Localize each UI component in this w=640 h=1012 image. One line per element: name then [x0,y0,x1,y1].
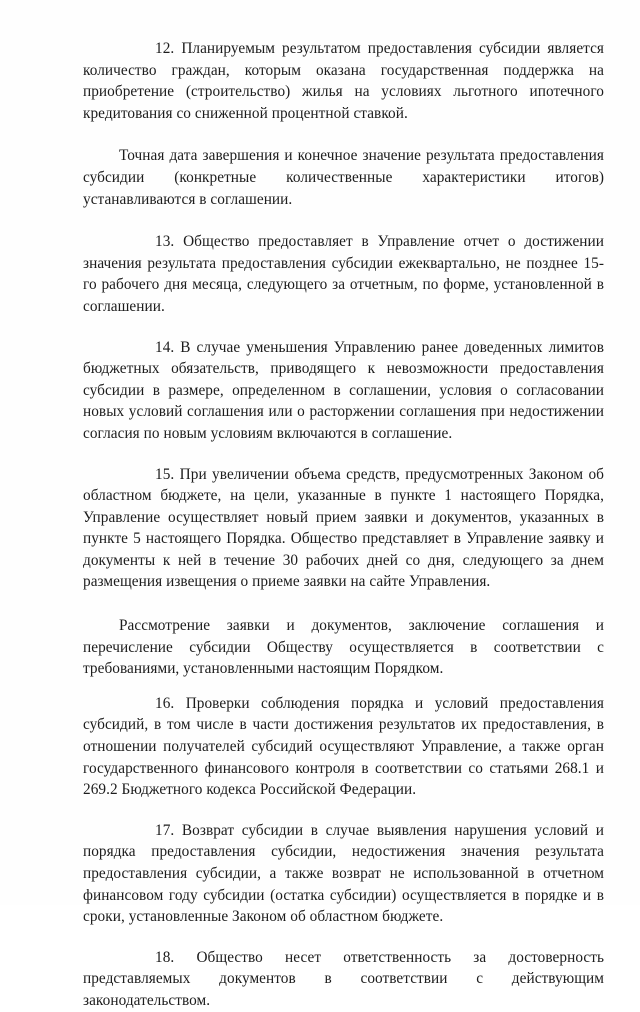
paragraph-13 [83,231,604,317]
paragraph-14 [83,337,604,445]
paragraph-15 [83,464,604,594]
paragraph-17 [83,820,604,928]
paragraph-16 [83,693,604,801]
paragraph-text: В случае уменьшения Управлению ранее доведенных лимитов бюджетных обязательств, приводящего к невозможности предоставления субсидии в размере, определенном в соглашении, условия о согласовании новых условий соглашения или о расторжении соглашения при недостижении согласия по новым условиям включаются в соглашение. [83,338,605,442]
paragraph-number: 17. [155,821,175,839]
paragraph-text: Рассмотрение заявки и документов, заключение соглашения и перечисление субсидии Обществу осуществляется в соответствии с требованиями, установленными настоящим Порядком. [83,617,604,678]
paragraph-number: 13. [155,233,175,251]
paragraph-number: 18. [155,948,175,966]
paragraph-text: Общество предоставляет в Управление отчет о достижении значения результата предоставления субсидии ежеквартально, не позднее 15-го рабочего дня месяца, следующего за отчетным, по форме, установленной в соглашении. [83,233,605,315]
paragraph-text: Точная дата завершения и конечное значение результата предоставления субсидии (конкретные количественные характеристики итогов) устанавливаются в соглашении. [83,147,604,208]
paragraph-number: 16. [155,694,175,712]
paragraph-text: Проверки соблюдения порядка и условий предоставления субсидий, в том числе в части достижения результатов их предоставления, в отношении получателей субсидий осуществляют Управление, а также орган государственного финансового контроля в соответствии со статьями 268.1 и 269.2 Бюджетного кодекса Российской Федерации. [83,694,604,799]
paragraph-text: Планируемым результатом предоставления субсидии является количество граждан, которым оказана государственная поддержка на приобретение (строительство) жилья на условиях льготного ипотечного кредитования со сниженной процентной ставкой. [83,40,605,122]
paragraph-number: 12. [155,40,175,57]
paragraph-12-continuation [83,145,604,210]
paragraph-18 [83,947,604,1012]
paragraph-number: 14. [155,338,175,356]
document-body [83,38,604,1012]
paragraph-15-continuation [83,615,604,680]
paragraph-number: 15. [155,465,175,483]
paragraph-12 [83,38,604,124]
paragraph-text: При увеличении объема средств, предусмотренных Законом об областном бюджете, на цели, указанные в пункте 1 настоящего Порядка, Управление осуществляет новый прием заявки и документов, указанных в пункте 5 настоящего Порядка. Общество представляет в Управление заявку и документы к ней в течение 30 рабочих дней со дня, следующего за днем размещения извещения о приеме заявки на сайте Управления. [83,465,604,591]
paragraph-text: Возврат субсидии в случае выявления нарушения условий и порядка предоставления субсидии, недостижения значения результата предоставления субсидии, а также возврат не использованной в отчетном финансовом году субсидии (остатка субсидии) осуществляется в порядке и в сроки, установленные Законом об областном бюджете. [83,821,605,926]
paragraph-text: Общество несет ответственность за достоверность представляемых документов в соответствии с действующим законодательством. [83,948,605,1009]
